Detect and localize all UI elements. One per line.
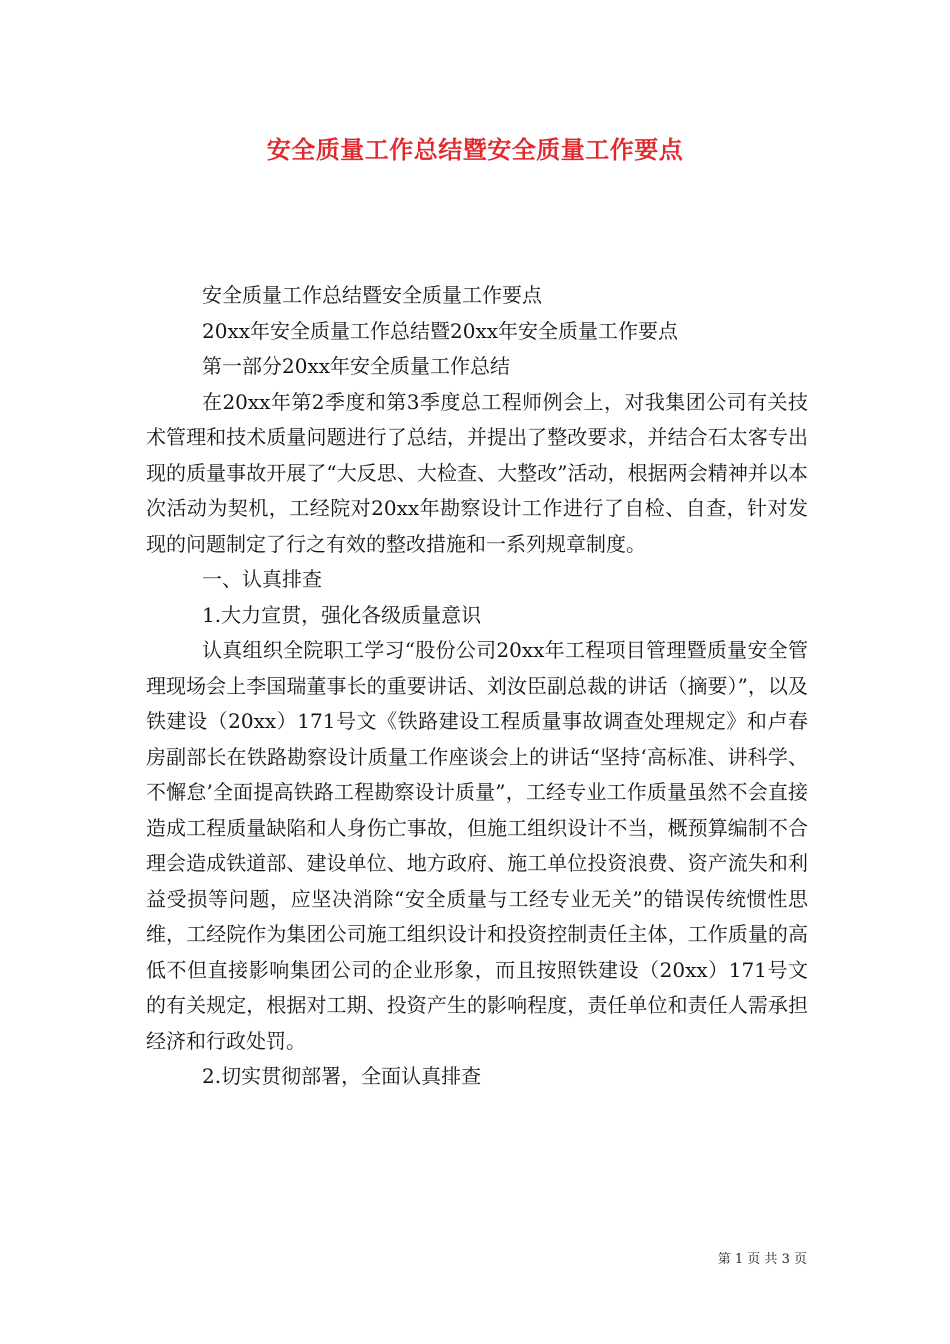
paragraph-intro: 在20xx年第2季度和第3季度总工程师例会上，对我集团公司有关技术管理和技术质量问题进行了总结，并提出了整改要求，并结合石太客专出现的质量事故开展了“大反思、大检查、大整改”活动，根据两会精神并以本次活动为契机，工经院对20xx年勘察设计工作进行了自检、自查，针对发现的问题制定了行之有效的整改措施和一系列规章制度。 xyxy=(146,389,808,556)
subsection-heading-2: 2.切实贯彻部署，全面认真排查 xyxy=(202,1064,482,1088)
paragraph-subtitle: 安全质量工作总结暨安全质量工作要点 xyxy=(202,283,542,307)
paragraph-study: 认真组织全院职工学习“股份公司20xx年工程项目管理暨质量安全管理现场会上李国瑞董事长的重要讲话、刘汝臣副总裁的讲话（摘要）”，以及铁建设（20xx）171号文《铁路建设工程质量事故调查处理规定》和卢春房副部长在铁路勘察设计质量工作座谈会上的讲话“坚持‘高标准、讲科学、不懈怠’全面提高铁路工程勘察设计质量”，工经专业工作质量虽然不会直接造成工程质量缺陷和人身伤亡事故，但施工组织设计不当，概预算编制不合理会造成铁道部、建设单位、地方政府、施工单位投资浪费、资产流失和利益受损等问题，应坚决消除“安全质量与工经专业无关”的错误传统惯性思维，工经院作为集团公司施工组织设计和投资控制责任主体，工作质量的高低不但直接影响集团公司的企业形象，而且按照铁建设（20xx）171号文的有关规定，根据对工期、投资产生的影响程度，责任单位和责任人需承担经济和行政处罚。 xyxy=(146,638,808,1053)
page-number-current: 1 xyxy=(734,1252,744,1267)
document-body xyxy=(146,278,808,1095)
footer-prefix: 第 xyxy=(717,1252,731,1267)
footer-middle: 页 共 xyxy=(747,1252,778,1267)
subsection-heading-1: 1.大力宣贯，强化各级质量意识 xyxy=(202,602,482,627)
section-heading-1: 一、认真排查 xyxy=(202,567,322,591)
page-number-total: 3 xyxy=(781,1252,790,1267)
paragraph-part-one: 第一部分20xx年安全质量工作总结 xyxy=(202,354,511,378)
paragraph-heading-year: 20xx年安全质量工作总结暨20xx年安全质量工作要点 xyxy=(202,318,679,343)
document-title: 安全质量工作总结暨安全质量工作要点 xyxy=(266,136,684,164)
page-footer xyxy=(718,1251,807,1269)
footer-suffix: 页 xyxy=(793,1252,807,1267)
